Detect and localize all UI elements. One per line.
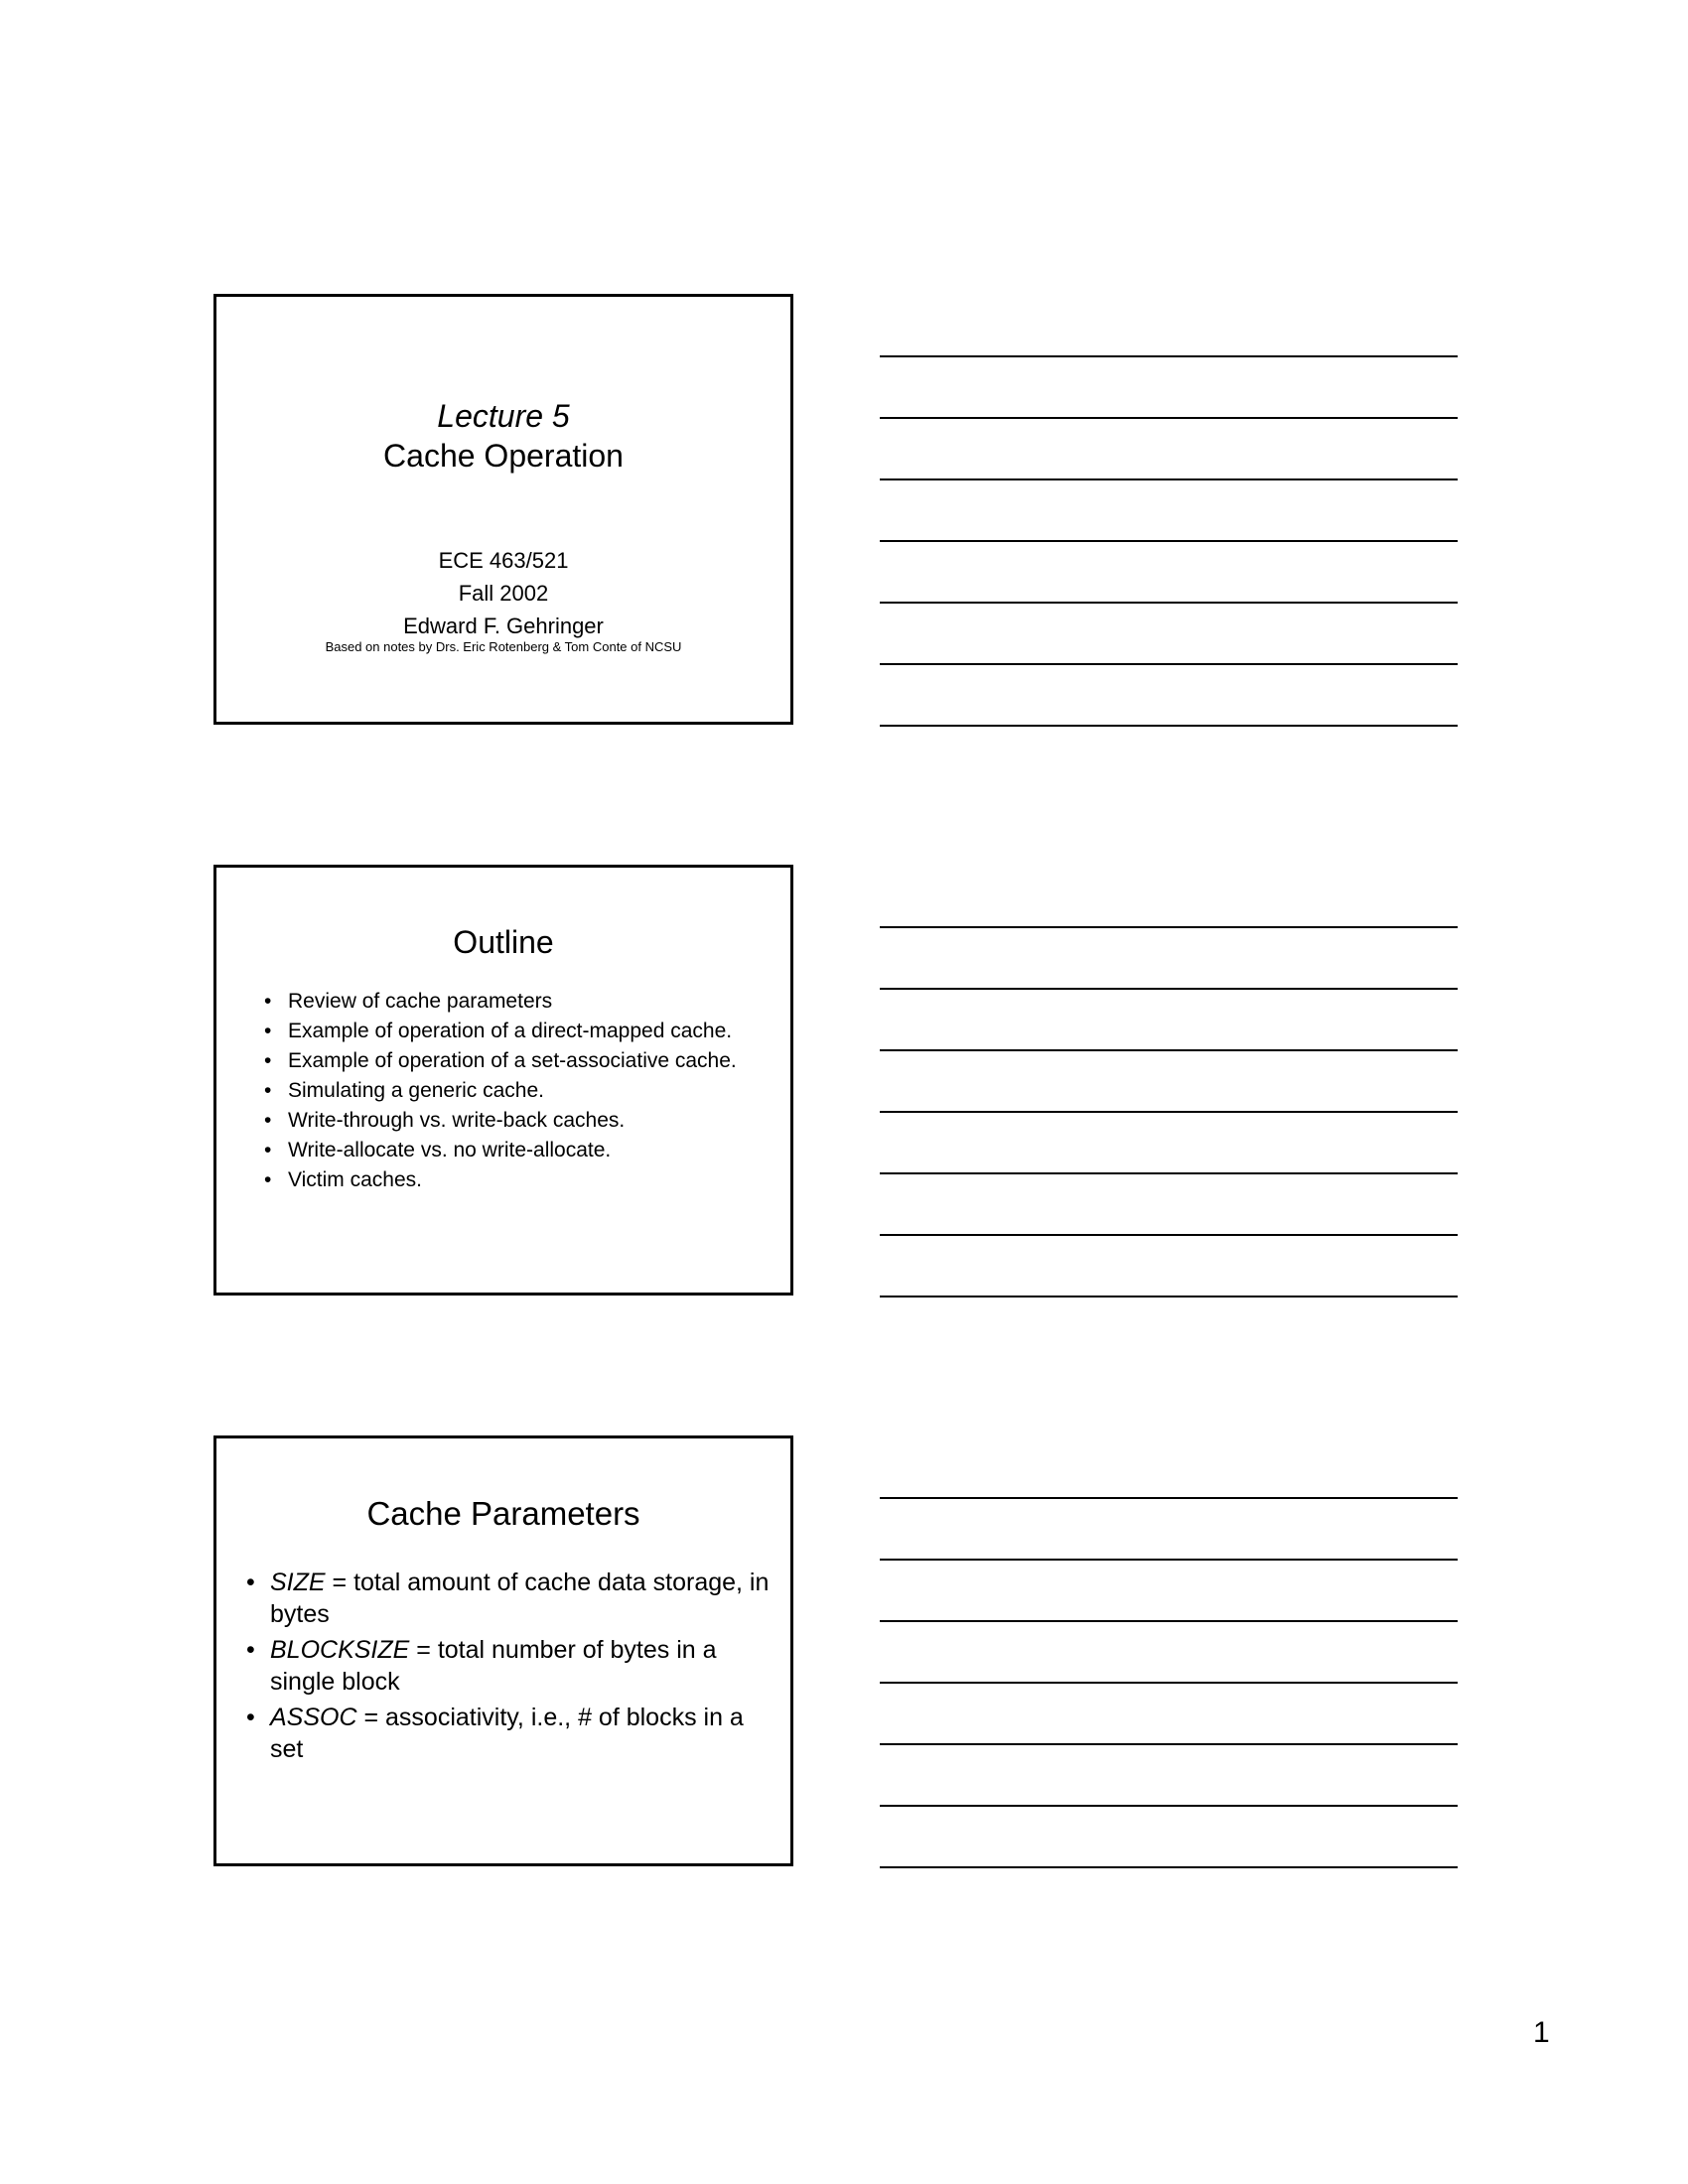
course-info — [216, 544, 790, 642]
slide-1-title — [216, 396, 790, 476]
note-line — [880, 478, 1458, 480]
slide-3-title: Cache Parameters — [366, 1495, 640, 1532]
note-line — [880, 602, 1458, 604]
list-item: • Write-allocate vs. no write-allocate. — [264, 1138, 761, 1162]
list-item: • Victim caches. — [264, 1167, 761, 1192]
note-line — [880, 1172, 1458, 1174]
parameters-list — [246, 1567, 773, 1769]
list-item: • Simulating a generic cache. — [264, 1078, 761, 1103]
outline-list — [264, 989, 761, 1197]
list-item: • Example of operation of a direct-mapped cache. — [264, 1019, 761, 1043]
parameter-definition: = total amount of cache data storage, in bytes — [270, 1569, 770, 1628]
course-code: ECE 463/521 — [438, 548, 569, 573]
parameter-definition: = associativity, i.e., # of blocks in a set — [270, 1704, 744, 1763]
note-line — [880, 1805, 1458, 1807]
note-line — [880, 1497, 1458, 1499]
lecture-title: Cache Operation — [383, 438, 624, 474]
list-item — [246, 1634, 773, 1698]
list-item — [246, 1702, 773, 1765]
slide-2-title: Outline — [453, 924, 554, 960]
parameter-term: BLOCKSIZE — [270, 1636, 410, 1664]
parameter-definition: = total number of bytes in a single block — [270, 1636, 717, 1696]
page-number: 1 — [1533, 2016, 1550, 2049]
note-line — [880, 1620, 1458, 1622]
list-item: • Write-through vs. write-back caches. — [264, 1108, 761, 1133]
note-line — [880, 1049, 1458, 1051]
list-item: • Example of operation of a set-associative cache. — [264, 1048, 761, 1073]
lecture-number: Lecture 5 — [437, 398, 570, 434]
author-name: Edward F. Gehringer — [403, 614, 604, 638]
course-term: Fall 2002 — [458, 581, 549, 606]
parameter-term: SIZE — [270, 1569, 326, 1596]
note-line — [880, 1682, 1458, 1684]
slide-3 — [213, 1435, 793, 1866]
note-line — [880, 1296, 1458, 1297]
note-line — [880, 1559, 1458, 1561]
slide-2 — [213, 865, 793, 1296]
note-line — [880, 725, 1458, 727]
note-line — [880, 355, 1458, 357]
credit-note: Based on notes by Drs. Eric Rotenberg & Tom Conte of NCSU — [325, 639, 682, 654]
parameter-term: ASSOC — [270, 1704, 357, 1731]
note-line — [880, 1111, 1458, 1113]
note-line — [880, 1234, 1458, 1236]
note-line — [880, 417, 1458, 419]
note-line — [880, 540, 1458, 542]
note-line — [880, 663, 1458, 665]
list-item: • Review of cache parameters — [264, 989, 761, 1014]
note-line — [880, 988, 1458, 990]
note-line — [880, 1743, 1458, 1745]
note-line — [880, 926, 1458, 928]
note-line — [880, 1866, 1458, 1868]
slide-1 — [213, 294, 793, 725]
list-item — [246, 1567, 773, 1630]
